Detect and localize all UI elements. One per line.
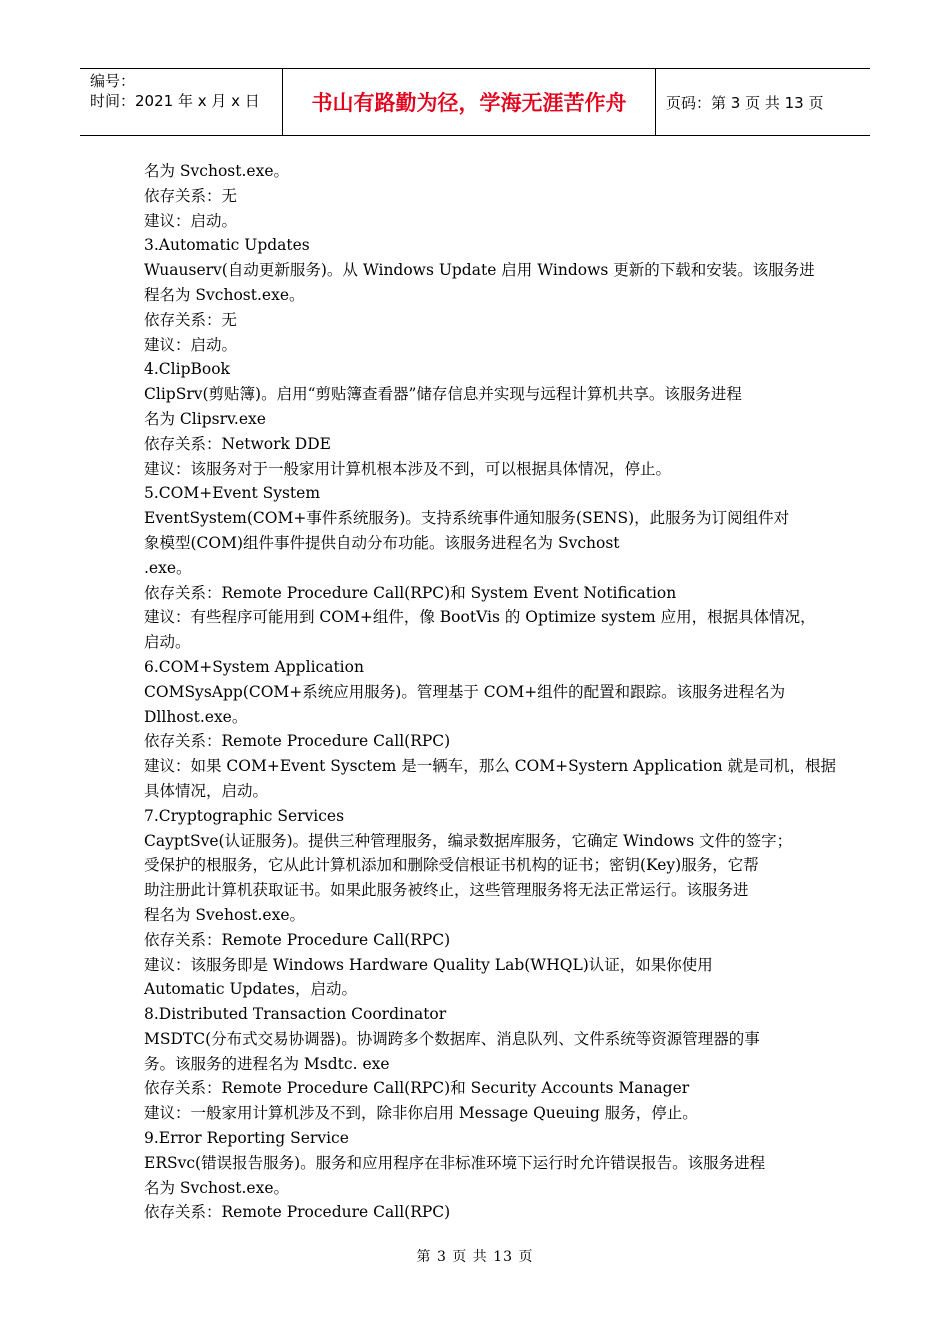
text-line: EventSystem(COM+事件系统服务)。支持系统事件通知服务(SENS)，此服务为订阅组件对 xyxy=(144,509,790,528)
text-line: COMSysApp(COM+系统应用服务)。管理基于 COM+组件的配置和跟踪。该服务进程名为 xyxy=(144,682,786,701)
header-motto: 书山有路勤为径，学海无涯苦作舟 xyxy=(282,69,656,135)
time-label: 时间：2021 年 x 月 x 日 xyxy=(90,92,260,110)
page-header xyxy=(80,68,870,136)
section-heading: 7.Cryptographic Services xyxy=(144,806,345,825)
text-line: 依存关系：Remote Procedure Call(RPC) xyxy=(144,930,451,949)
text-line: 依存关系：Remote Procedure Call(RPC) xyxy=(144,1203,451,1222)
section-heading: 3.Automatic Updates xyxy=(144,236,310,255)
header-meta xyxy=(80,69,282,135)
section-heading: 5.COM+Event System xyxy=(144,484,321,503)
text-line: 建议：一般家用计算机涉及不到，除非你启用 Message Queuing 服务，停止。 xyxy=(144,1104,698,1123)
text-line: ERSvc(错误报告服务)。服务和应用程序在非标准环境下运行时允许错误报告。该服务进程 xyxy=(144,1153,766,1172)
text-line: MSDTC(分布式交易协调器)。协调跨多个数据库、消息队列、文件系统等资源管理器的事 xyxy=(144,1029,760,1048)
text-line: 建议：该服务即是 Windows Hardware Quality Lab(WHQL)认证，如果你使用 xyxy=(144,955,713,974)
serial-label: 编号： xyxy=(90,72,136,90)
section-heading: 8.Distributed Transaction Coordinator xyxy=(144,1005,447,1024)
page-footer: 第 3 页 共 13 页 xyxy=(416,1249,534,1265)
text-line: 受保护的根服务，它从此计算机添加和删除受信根证书机构的证书；密钥(Key)服务，它帮 xyxy=(144,856,759,875)
text-line: 依存关系：无 xyxy=(144,186,238,205)
text-line: 建议：启动。 xyxy=(144,211,238,230)
text-line: .exe。 xyxy=(144,558,192,577)
document-body xyxy=(144,159,836,1225)
text-line: 建议：如果 COM+Event Sysctem 是一辆车，那么 COM+Systern Application 就是司机，根据 xyxy=(144,757,836,776)
text-line: 助注册此计算机获取证书。如果此服务被终止，这些管理服务将无法正常运行。该服务进 xyxy=(144,881,749,900)
text-line: 程名为 Svchost.exe。 xyxy=(144,285,305,304)
text-line: Dllhost.exe。 xyxy=(144,707,248,726)
text-line: 名为 Svchost.exe。 xyxy=(144,162,289,180)
text-line: 依存关系：无 xyxy=(144,310,238,329)
text-line: 依存关系：Remote Procedure Call(RPC)和 Security Accounts Manager xyxy=(144,1079,690,1098)
text-line: 建议：该服务对于一般家用计算机根本涉及不到，可以根据具体情况，停止。 xyxy=(144,459,672,478)
text-line: 名为 Clipsrv.exe xyxy=(144,409,266,428)
text-line: 名为 Svchost.exe。 xyxy=(144,1178,289,1197)
text-line: 依存关系：Remote Procedure Call(RPC) xyxy=(144,732,451,751)
text-line: 象模型(COM)组件事件提供自动分布功能。该服务进程名为 Svchost xyxy=(144,533,620,552)
header-page-label: 页码：第 3 页 共 13 页 xyxy=(666,93,824,112)
text-line: 务。该服务的进程名为 Msdtc. exe xyxy=(144,1054,390,1073)
text-line: 依存关系：Remote Procedure Call(RPC)和 System Event Notification xyxy=(144,583,677,602)
text-line: 具体情况，启动。 xyxy=(144,781,269,800)
text-line: 建议：启动。 xyxy=(144,335,238,354)
text-line: 启动。 xyxy=(144,633,191,652)
text-line: Wuauserv(自动更新服务)。从 Windows Update 启用 Windows 更新的下载和安装。该服务进 xyxy=(144,261,815,280)
text-line: 建议：有些程序可能用到 COM+组件，像 BootVis 的 Optimize system 应用，根据具体情况， xyxy=(144,608,816,627)
text-line: ClipSrv(剪贴簿)。启用“剪贴簿查看器”储存信息并实现与远程计算机共享。该服务进程 xyxy=(144,385,742,404)
text-line: 依存关系：Network DDE xyxy=(144,434,331,453)
section-heading: 6.COM+System Application xyxy=(144,657,364,676)
text-line: Automatic Updates，启动。 xyxy=(144,980,357,999)
section-heading: 4.ClipBook xyxy=(144,360,230,379)
section-heading: 9.Error Reporting Service xyxy=(144,1129,349,1148)
text-line: CayptSve(认证服务)。提供三种管理服务，编录数据库服务，它确定 Windows 文件的签字； xyxy=(144,831,793,850)
text-line: 程名为 Svehost.exe。 xyxy=(144,905,305,924)
